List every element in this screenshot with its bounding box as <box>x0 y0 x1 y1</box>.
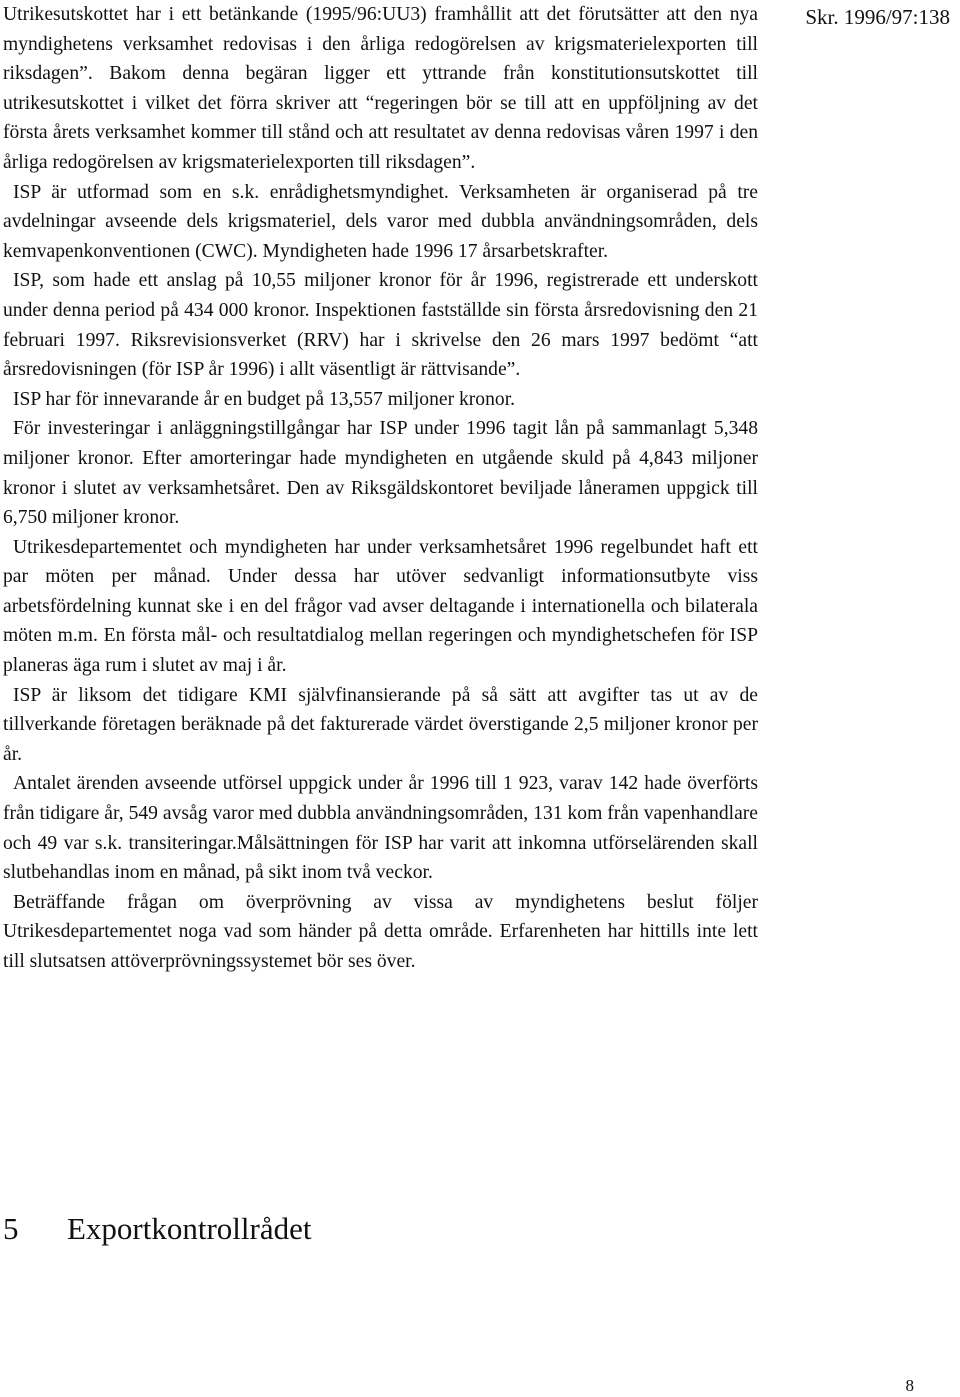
section-heading <box>3 1209 312 1249</box>
paragraph: Utrikesdepartementet och myndigheten har under verksamhetsåret 1996 regelbundet haft ett par möten per månad. Under dessa har utöver sedvanligt informationsutbyte viss arbetsfördelning kunnat ske i en del frågor vad avser deltagande i internationella och bilaterala möten m.m. En första mål- och resultatdialog mellan regeringen och myndighetschefen för ISP planeras äga rum i slutet av maj i år. <box>3 536 758 677</box>
page-number: 8 <box>905 1376 914 1395</box>
paragraph: Utrikesutskottet har i ett betänkande (1995/96:UU3) framhållit att det förutsätter att den nya myndighetens verksamhet redovisas i den årliga redogörelsen av krigsmaterielexporten till riksdagen”. Bakom denna begäran ligger ett yttrande från konstitutionsutskottet till utrikesutskottet i vilket det förra skriver att “regeringen bör se till att en uppföljning av det första årets verksamhet kommer till stånd och att resultatet av denna redovisas våren 1997 i den årliga redogörelsen av krigsmaterielexporten till riksdagen”. <box>3 4 758 173</box>
paragraph: För investeringar i anläggningstillgångar har ISP under 1996 tagit lån på sammanlagt 5,348 miljoner kronor. Efter amorteringar hade myndigheten en utgående skuld på 4,843 miljoner kronor i slutet av verksamhetsåret. Den av Riksgäldskontoret beviljade låneramen uppgick till 6,750 miljoner kronor. <box>3 418 758 529</box>
section-number: 5 <box>3 1211 19 1246</box>
paragraph: ISP är utformad som en s.k. enrådighetsmyndighet. Verksamheten är organiserad på tre avdelningar avseende dels krigsmateriel, dels varor med dubbla användningsområden, dels kemvapenkonventionen (CWC). Myndigheten hade 1996 17 årsarbetskrafter. <box>3 181 758 262</box>
section-title: Exportkontrollrådet <box>67 1211 312 1246</box>
paragraph: ISP har för innevarande år en budget på 13,557 miljoner kronor. <box>13 388 516 410</box>
paragraph: ISP är liksom det tidigare KMI självfinansierande på så sätt att avgifter tas ut av de tillverkande företagen beräknade på det fakturerade värdet överstigande 2,5 miljoner kronor per år. <box>3 684 758 765</box>
document-reference: Skr. 1996/97:138 <box>805 5 950 29</box>
paragraph: Beträffande frågan om överprövning av vissa av myndighetens beslut följer Utrikesdepartementet noga vad som händer på detta område. Erfarenheten har hittills inte lett till slutsatsen attöverprövningssystemet bör ses över. <box>3 891 758 972</box>
paragraph: Antalet ärenden avseende utförsel uppgick under år 1996 till 1 923, varav 142 hade överförts från tidigare år, 549 avsåg varor med dubbla användningsområden, 131 kom från vapenhandlare och 49 var s.k. transiteringar.Målsättningen för ISP har varit att inkomna utförselärenden skall slutbehandlas inom en månad, på sikt inom två veckor. <box>3 773 758 884</box>
paragraph: ISP, som hade ett anslag på 10,55 miljoner kronor för år 1996, registrerade ett underskott under denna period på 434 000 kronor. Inspektionen fastställde sin första årsredovisning den 21 februari 1997. Riksrevisionsverket (RRV) har i skrivelse den 26 mars 1997 bedömt “att årsredovisningen (för ISP år 1996) i allt väsentligt är rättvisande”. <box>3 270 758 381</box>
body-text <box>3 0 758 977</box>
